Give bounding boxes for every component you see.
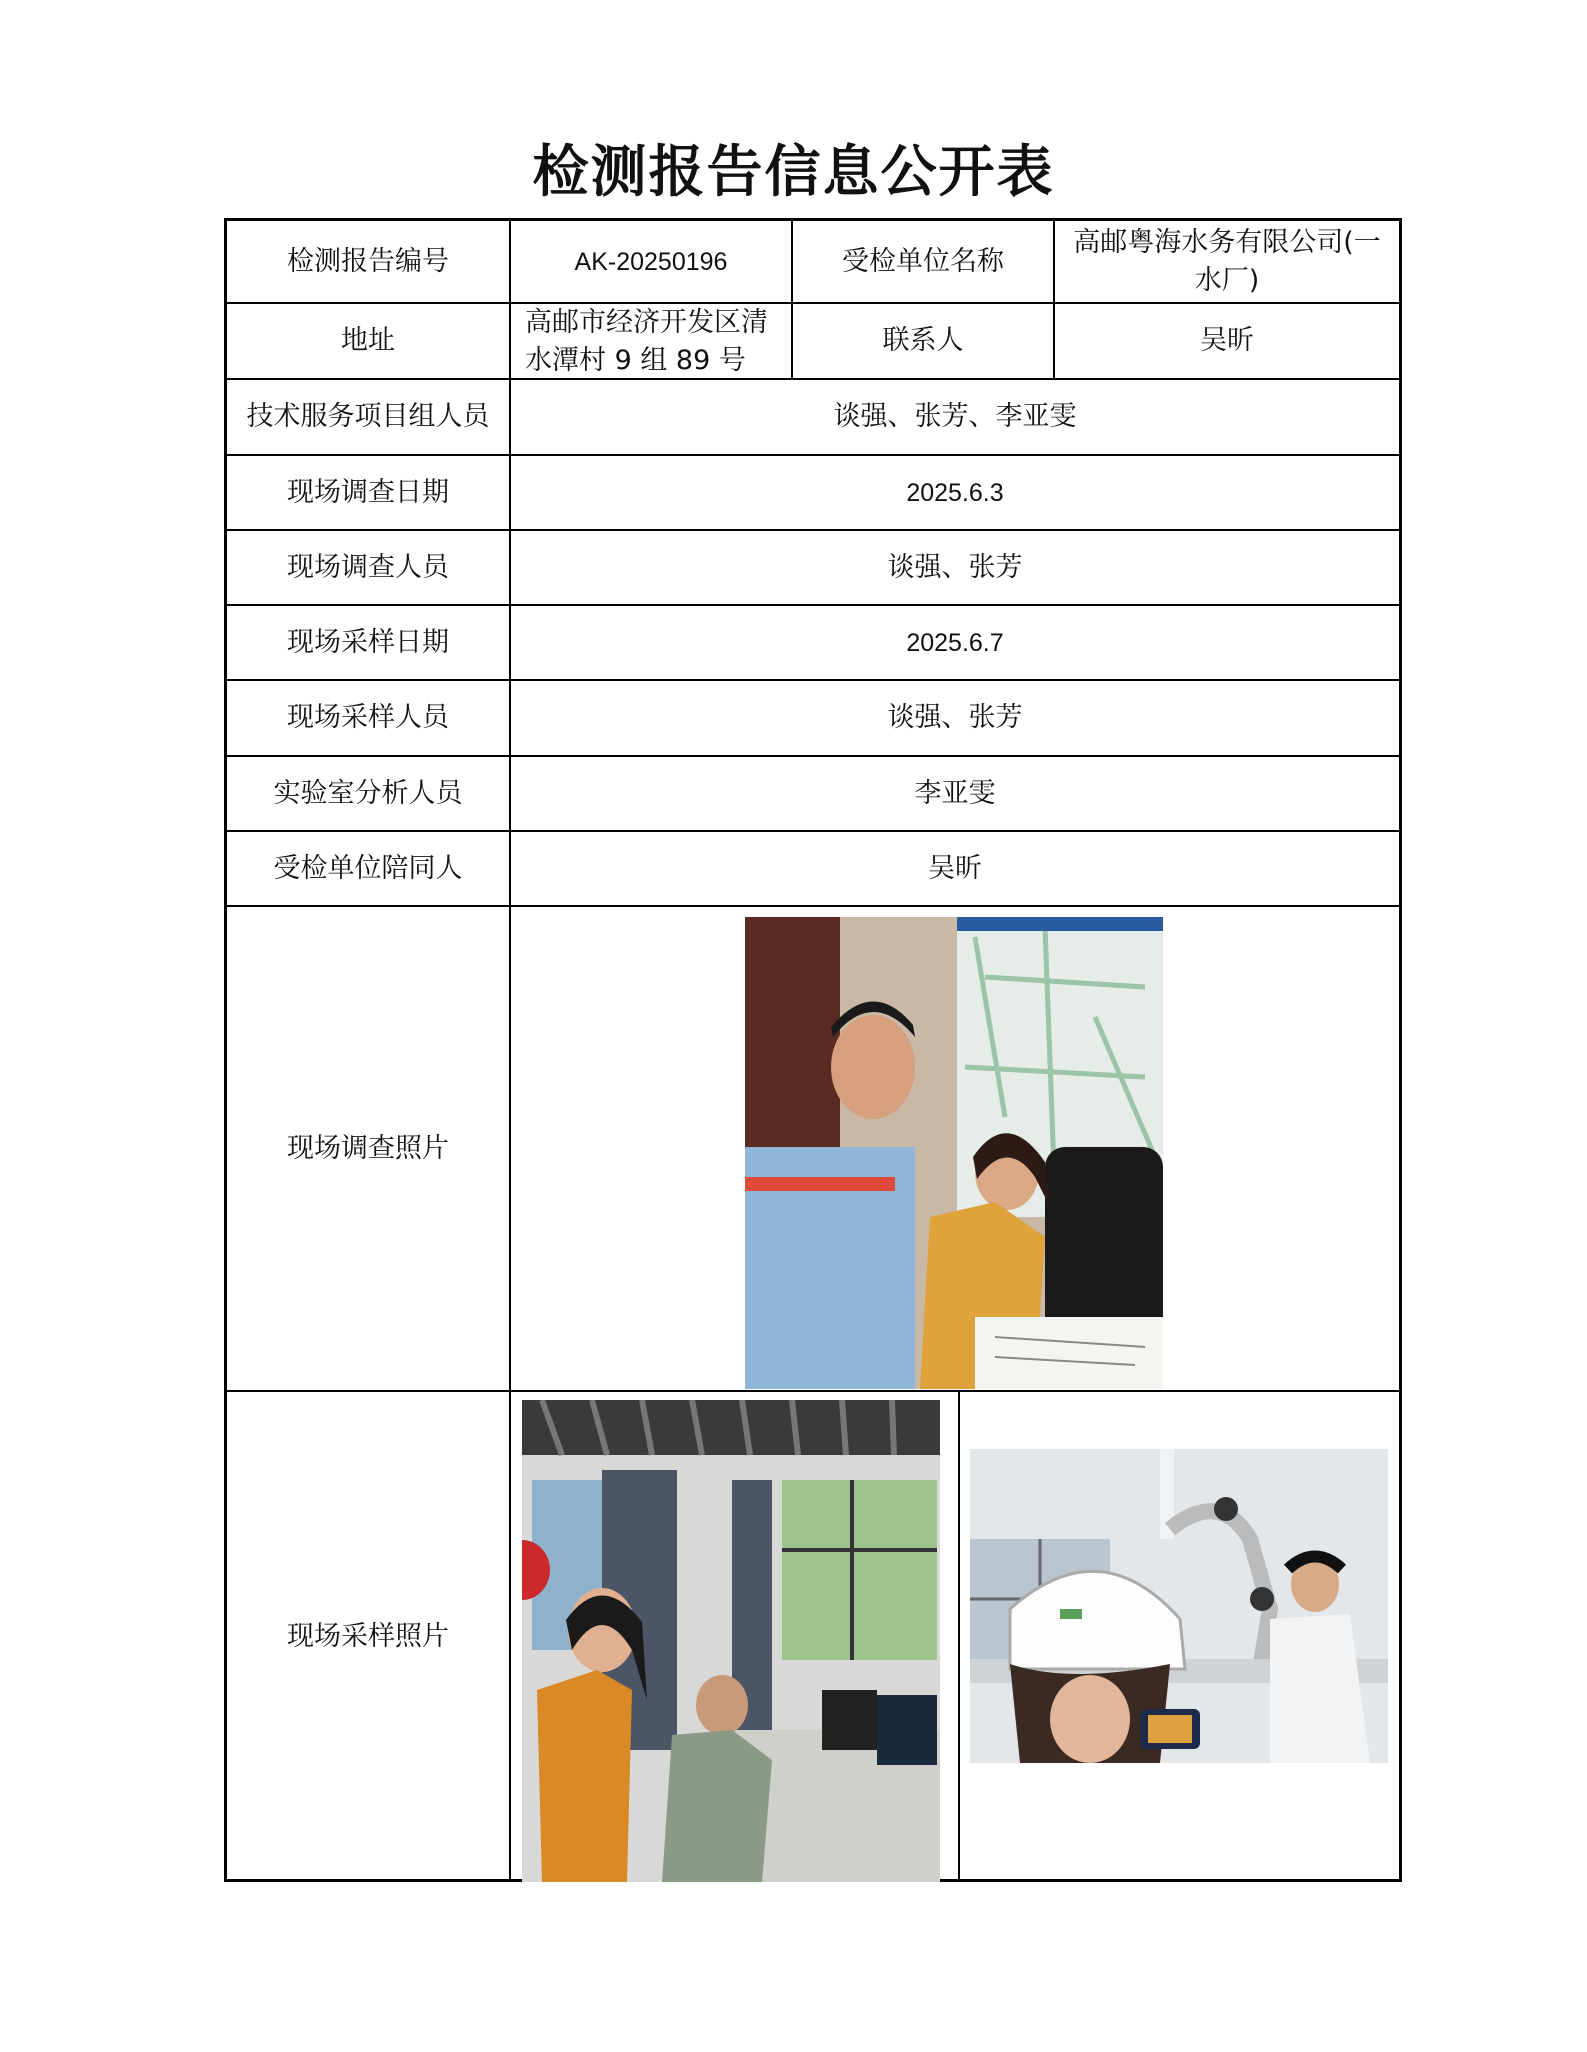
sampling-photo-1: [522, 1400, 940, 1882]
report-no-value: AK-20250196: [574, 247, 728, 276]
info-table: [224, 218, 1402, 1882]
survey-staff-label: 现场调查人员: [287, 551, 449, 583]
escort-label: 受检单位陪同人: [273, 852, 463, 884]
unit-name-value: 高邮粤海水务有限公司(一水厂): [1073, 226, 1381, 296]
survey-date-label: 现场调查日期: [287, 476, 449, 508]
sampling-staff-value: 谈强、张芳: [887, 702, 1023, 733]
team-value: 谈强、张芳、李亚雯: [833, 401, 1077, 432]
survey-staff-value: 谈强、张芳: [887, 551, 1023, 583]
report-no-label: 检测报告编号: [287, 245, 449, 277]
survey-photo-label: 现场调查照片: [287, 1132, 449, 1164]
escort-value: 吴昕: [928, 852, 982, 884]
team-label: 技术服务项目组人员: [246, 401, 490, 432]
sampling-staff-label: 现场采样人员: [287, 702, 449, 733]
contact-value: 吴昕: [1200, 325, 1254, 356]
page-title: 检测报告信息公开表: [532, 140, 1055, 205]
lab-staff-label: 实验室分析人员: [273, 777, 463, 809]
unit-name-label: 受检单位名称: [842, 245, 1004, 277]
survey-photo: [745, 917, 1163, 1389]
sampling-photo-2: [970, 1449, 1388, 1763]
survey-date-value: 2025.6.3: [906, 478, 1004, 507]
address-label: 地址: [341, 325, 395, 356]
sampling-date-label: 现场采样日期: [287, 626, 449, 658]
contact-label: 联系人: [882, 325, 964, 356]
lab-staff-value: 李亚雯: [914, 777, 996, 809]
sampling-photo-label: 现场采样照片: [287, 1621, 449, 1652]
address-value: 高邮市经济开发区清水潭村 9 组 89 号: [525, 307, 768, 376]
sampling-date-value: 2025.6.7: [906, 628, 1004, 657]
